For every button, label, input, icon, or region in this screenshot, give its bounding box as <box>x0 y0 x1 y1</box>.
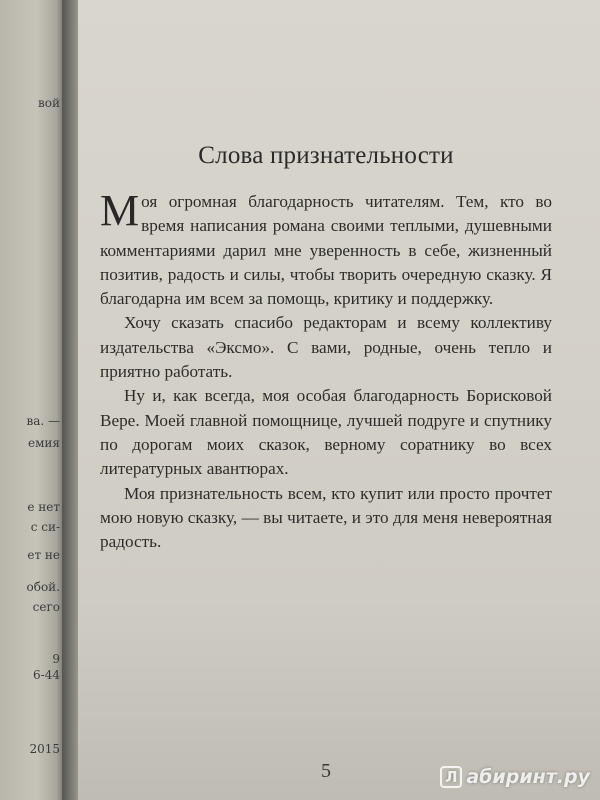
drop-cap: М <box>100 186 140 235</box>
paragraph-text: оя огромная благодарность читателям. Тем, кто во время написания романа своими теплыми, душевными комментариями дарил мне уверенность в себе, жизненный позитив, радость и силы, чтобы творить очередную сказку. Я благодарна им всем за помощь, критику и поддержку. <box>100 192 552 309</box>
left-page <box>0 0 66 800</box>
labirint-watermark <box>440 766 590 788</box>
left-page-fragment: вой <box>38 96 60 110</box>
left-page-fragment: 2015 <box>29 742 60 756</box>
left-page-fragment: сего <box>32 600 60 614</box>
page-body <box>100 186 552 554</box>
paragraph: Моя признательность всем, кто купит или просто прочтет мою новую сказку, — вы читаете, и это для меня невероятная радость. <box>100 483 552 552</box>
left-page-fragment: обой. <box>26 580 60 594</box>
book-page <box>78 0 600 800</box>
left-page-fragment: е нет <box>27 500 60 514</box>
paragraph: Хочу сказать спасибо редакторам и всему коллективу издательства «Эксмо». С вами, родные, очень тепло и приятно работать. <box>100 313 552 382</box>
labirint-logo-icon: Л <box>440 766 462 788</box>
left-page-fragment: 6-44 <box>33 668 60 682</box>
left-page-fragment: емия <box>27 436 60 450</box>
left-page-fragment: с си- <box>30 520 60 534</box>
paragraph: Ну и, как всегда, моя особая благодарность Борисковой Вере. Моей главной помощнице, лучшей подруге и спутнику по дорогам моих сказок, верному соратнику во всех литературных авантюрах. <box>100 386 552 479</box>
paragraph <box>100 186 552 311</box>
left-page-fragment: ва. — <box>26 414 60 428</box>
page-number: 5 <box>321 760 331 782</box>
watermark-text: абиринт.ру <box>466 766 590 788</box>
left-page-fragment: 9 <box>52 652 60 666</box>
page-title: Слова признательности <box>198 142 454 169</box>
left-page-fragment: ет не <box>27 548 60 562</box>
